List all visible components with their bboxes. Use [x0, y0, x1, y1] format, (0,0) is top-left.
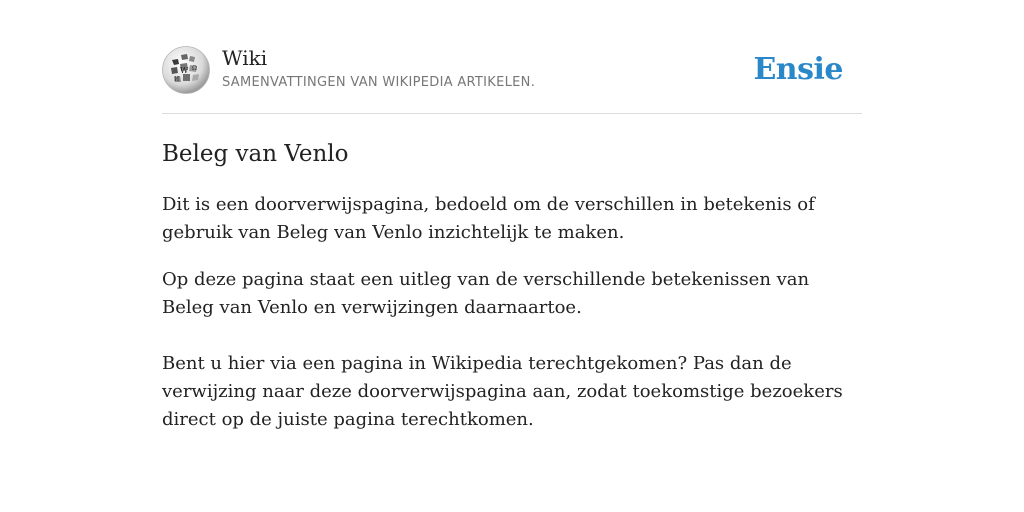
page: [162, 0, 862, 434]
svg-text:И: И: [174, 76, 180, 83]
article-paragraph: Bent u hier via een pagina in Wikipedia terechtgekomen? Pas dan de verwijzing naar deze doorverwijspagina aan, zodat toekomstige bezoekers direct op de juiste pagina terechtkomen.: [162, 353, 843, 430]
ensie-brand-link[interactable]: Ensie: [753, 52, 843, 87]
svg-text:W: W: [180, 66, 189, 75]
site-tagline: SAMENVATTINGEN VAN WIKIPEDIA ARTIKELEN.: [222, 75, 536, 90]
site-title[interactable]: Wiki: [222, 46, 268, 70]
site-header: [162, 46, 862, 114]
article-title: Beleg van Venlo: [162, 141, 349, 167]
article-content: [162, 139, 862, 434]
article-paragraph: Op deze pagina staat een uitleg van de verschillende betekenissen van Beleg van Venlo en verwijzingen daarnaartoe.: [162, 269, 810, 318]
svg-text:Ω: Ω: [192, 65, 197, 72]
wikipedia-globe-icon[interactable]: [162, 46, 210, 94]
article-paragraph: Dit is een doorverwijspagina, bedoeld om de verschillen in betekenis of gebruik van Beleg van Venlo inzichtelijk te maken.: [162, 194, 815, 243]
